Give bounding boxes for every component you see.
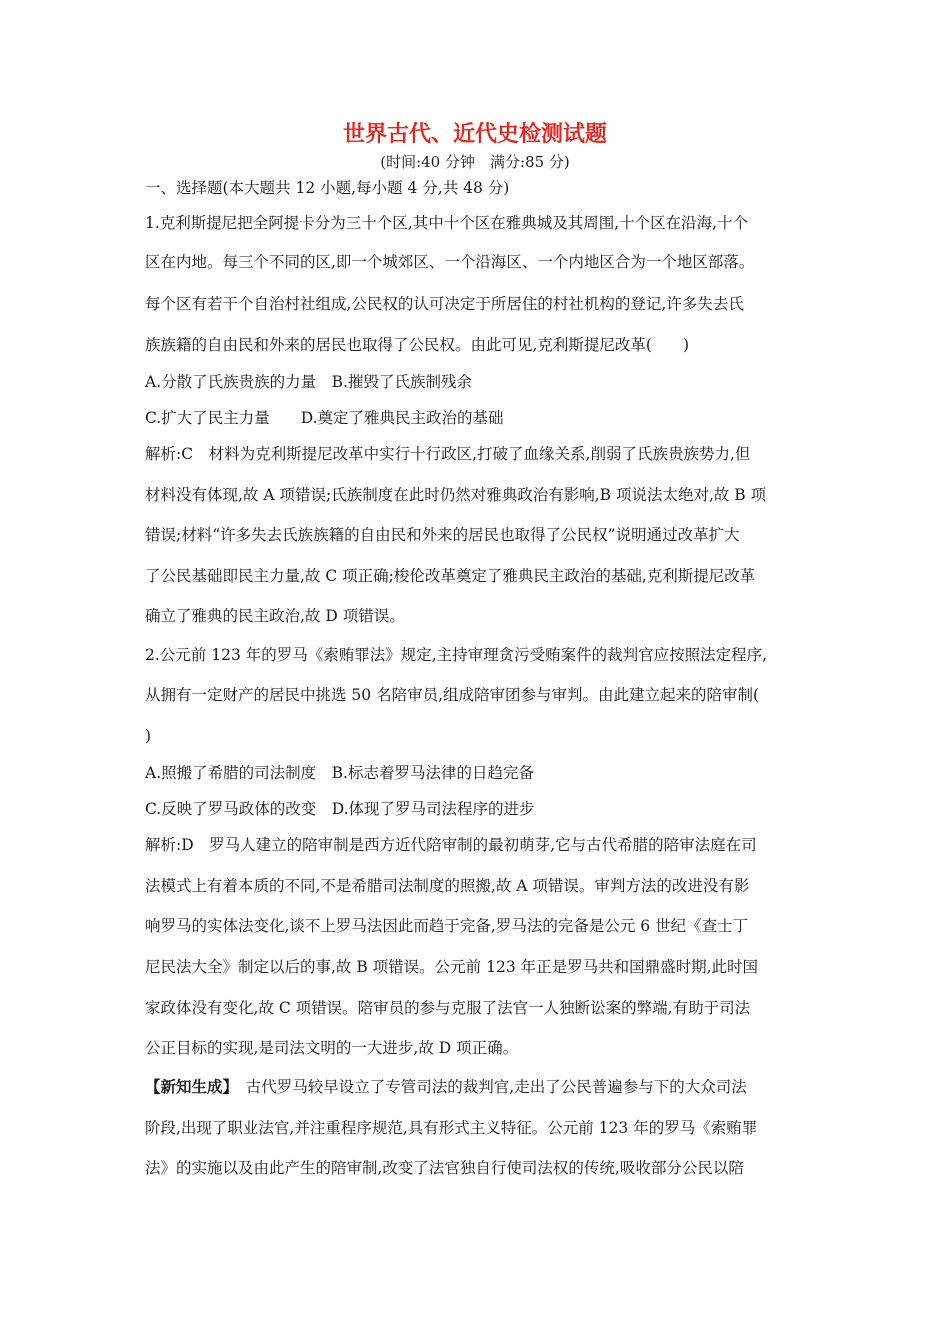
question-2-analysis: 响罗马的实体法变化,谈不上罗马法因此而趋于完备,罗马法的完备是公元 6 世纪《查士丁 — [145, 917, 749, 935]
knowledge-note-text: 古代罗马较早设立了专管司法的裁判官,走出了公民普遍参与下的大众司法 — [245, 1078, 747, 1096]
question-1-analysis: 确立了雅典的民主政治,故 D 项错误。 — [145, 607, 405, 625]
question-1-analysis: 材料没有体现,故 A 项错误;氏族制度在此时仍然对雅典政治有影响,B 项说法太绝对,故 B 项 — [145, 486, 767, 504]
question-1-text: 每个区有若干个自治村社组成,公民权的认可决定于所居住的村社机构的登记,许多失去氏 — [145, 295, 744, 313]
question-1-text: 1.克利斯提尼把全阿提卡分为三十个区,其中十个区在雅典城及其周围,十个区在沿海,十个 — [145, 214, 749, 232]
exam-info: (时间:40 分钟 满分:85 分) — [380, 153, 570, 171]
question-1-options: C.扩大了民主力量 D.奠定了雅典民主政治的基础 — [145, 409, 504, 427]
question-2-analysis: 法模式上有着本质的不同,不是希腊司法制度的照搬,故 A 项错误。审判方法的改进没有影 — [145, 877, 750, 895]
section-heading: 一、选择题(本大题共 12 小题,每小题 4 分,共 48 分) — [145, 179, 510, 197]
question-2-options: A.照搬了希腊的司法制度 B.标志着罗马法律的日趋完备 — [145, 764, 534, 782]
question-2-text: 从拥有一定财产的居民中挑选 50 名陪审员,组成陪审团参与审判。由此建立起来的陪审制( — [145, 686, 760, 704]
question-2-options: C.反映了罗马政体的改变 D.体现了罗马司法程序的进步 — [145, 800, 535, 818]
page-title: 世界古代、近代史检测试题 — [342, 122, 607, 147]
question-1-options: A.分散了氏族贵族的力量 B.摧毁了氏族制残余 — [145, 373, 472, 391]
knowledge-note — [145, 1076, 810, 1098]
knowledge-tag: 【新知生成】 — [145, 1077, 231, 1096]
question-1-analysis: 错误;材料“许多失去氏族族籍的自由民和外来的居民也取得了公民权”说明通过改革扩大 — [145, 526, 740, 544]
question-2-analysis: 家政体没有变化,故 C 项错误。陪审员的参与克服了法官一人独断讼案的弊端,有助于司法 — [145, 999, 751, 1017]
question-1-text: 族族籍的自由民和外来的居民也取得了公民权。由此可见,克利斯提尼改革( ) — [145, 336, 690, 354]
question-1-text: 区在内地。每三个不同的区,即一个城郊区、一个沿海区、一个内地区合为一个地区部落。 — [145, 253, 755, 271]
question-2-analysis: 解析:D 罗马人建立的陪审制是西方近代陪审制的最初萌芽,它与古代希腊的陪审法庭在司 — [145, 836, 757, 854]
question-2-analysis: 尼民法大全》制定以后的事,故 B 项错误。公元前 123 年正是罗马共和国鼎盛时期,此时国 — [145, 958, 759, 976]
question-2-text: ) — [145, 727, 152, 745]
knowledge-note: 法》的实施以及由此产生的陪审制,改变了法官独自行使司法权的传统,吸收部分公民以陪 — [145, 1159, 744, 1177]
question-2-text: 2.公元前 123 年的罗马《索贿罪法》规定,主持审理贪污受贿案件的裁判官应按照法定程序, — [145, 646, 768, 664]
question-1-analysis: 了公民基础即民主力量,故 C 项正确;梭伦改革奠定了雅典民主政治的基础,克利斯提尼改革 — [145, 567, 756, 585]
question-2-analysis: 公正目标的实现,是司法文明的一大进步,故 D 项正确。 — [145, 1039, 519, 1057]
knowledge-note: 阶段,出现了职业法官,并注重程序规范,具有形式主义特征。公元前 123 年的罗马《索贿罪 — [145, 1119, 758, 1137]
question-1-analysis: 解析:C 材料为克利斯提尼改革中实行十行政区,打破了血缘关系,削弱了氏族贵族势力,但 — [145, 445, 751, 463]
